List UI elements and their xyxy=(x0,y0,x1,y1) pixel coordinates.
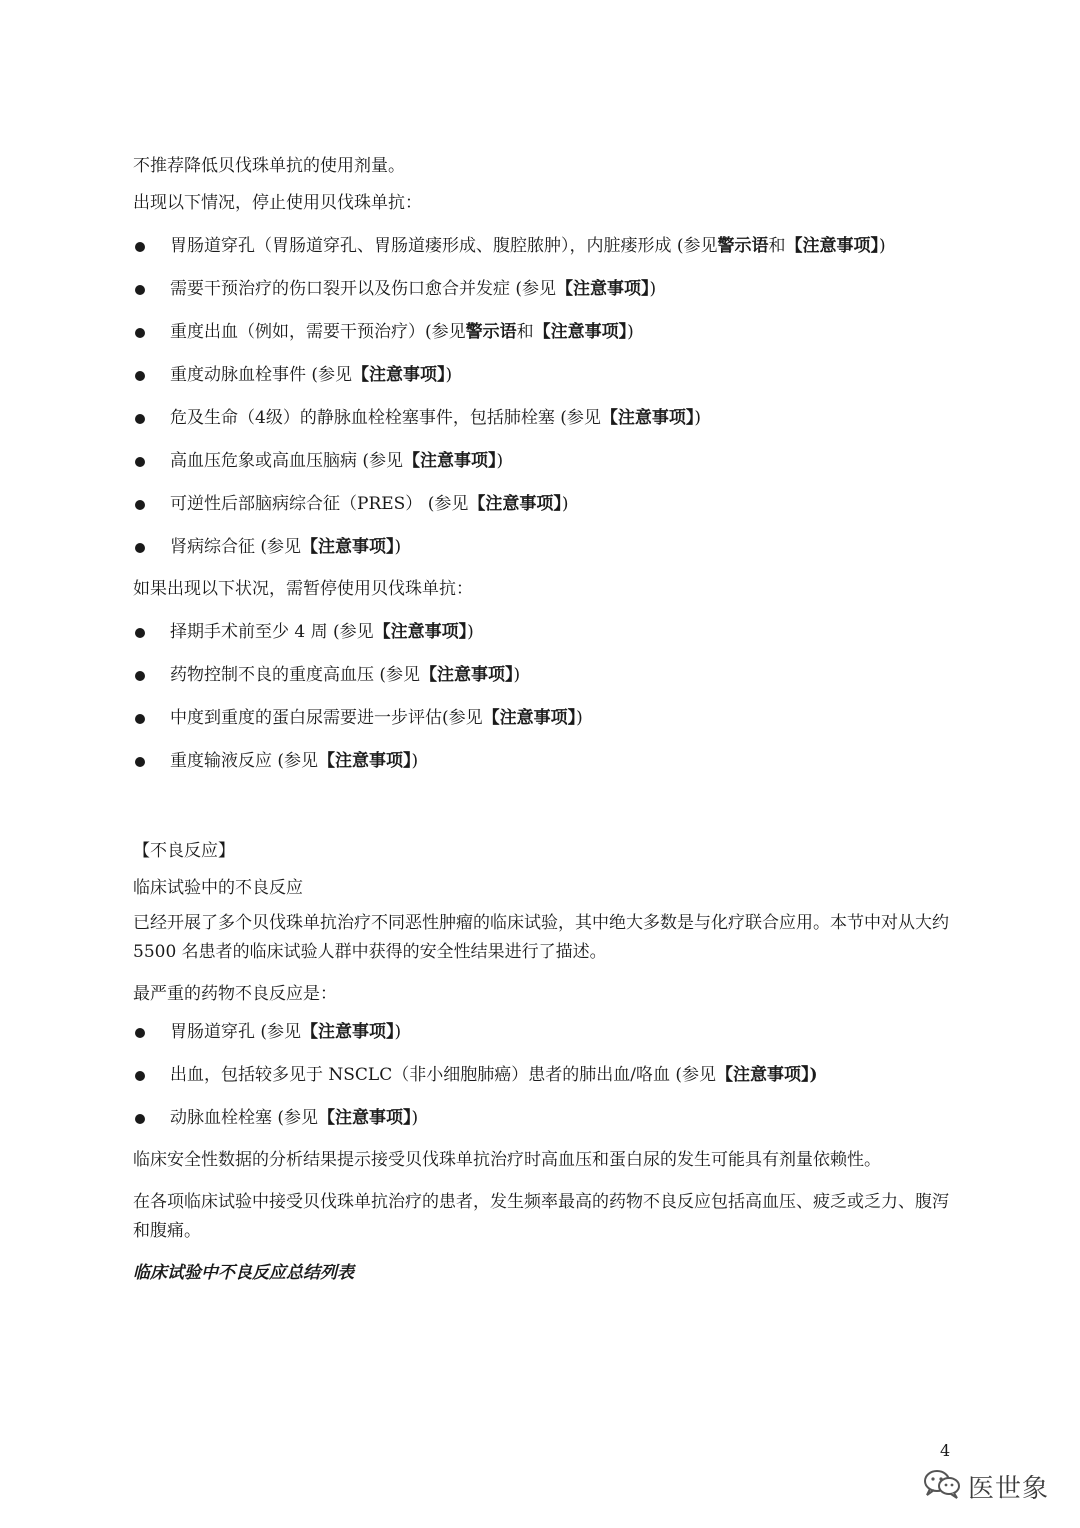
bullet-icon xyxy=(135,628,145,638)
intro-line-2: 出现以下情况，停止使用贝伐珠单抗： xyxy=(133,193,422,213)
list-item: 胃肠道穿孔 (参见【注意事项】) xyxy=(133,1017,953,1048)
bullet-icon xyxy=(135,1071,145,1081)
bullet-icon xyxy=(135,671,145,681)
serious-list xyxy=(133,1017,953,1134)
paragraph-common-reactions: 在各项临床试验中接受贝伐珠单抗治疗的患者，发生频率最高的药物不良反应包括高血压、疲乏或乏力、腹泻和腹痛。 xyxy=(133,1192,949,1241)
intro-line-1: 不推荐降低贝伐珠单抗的使用剂量。 xyxy=(133,156,405,176)
table-title: 临床试验中不良反应总结列表 xyxy=(133,1263,354,1283)
section-spacer xyxy=(133,789,953,837)
serious-intro: 最严重的药物不良反应是： xyxy=(133,984,337,1004)
bullet-icon xyxy=(135,371,145,381)
list-item: 危及生命（4级）的静脉血栓栓塞事件，包括肺栓塞 (参见【注意事项】) xyxy=(133,403,953,434)
list-item: 重度动脉血栓事件 (参见【注意事项】) xyxy=(133,360,953,391)
bullet-icon xyxy=(135,328,145,338)
bullet-icon xyxy=(135,285,145,295)
watermark xyxy=(922,1466,1049,1506)
paragraph-overview: 已经开展了多个贝伐珠单抗治疗不同恶性肿瘤的临床试验，其中绝大多数是与化疗联合应用。本节中对从大约 5500 名患者的临床试验人群中获得的安全性结果进行了描述。 xyxy=(133,913,949,962)
list-item: 动脉血栓栓塞 (参见【注意事项】) xyxy=(133,1103,953,1134)
stop-list xyxy=(133,231,953,563)
pause-intro: 如果出现以下状况，需暂停使用贝伐珠单抗： xyxy=(133,579,473,599)
bullet-icon xyxy=(135,1114,145,1124)
subsection-title: 临床试验中的不良反应 xyxy=(133,878,303,898)
list-item: 高血压危象或高血压脑病 (参见【注意事项】) xyxy=(133,446,953,477)
bullet-icon xyxy=(135,457,145,467)
bullet-icon xyxy=(135,543,145,553)
bullet-icon xyxy=(135,242,145,252)
list-item: 可逆性后部脑病综合征（PRES） (参见【注意事项】) xyxy=(133,489,953,520)
bullet-icon xyxy=(135,714,145,724)
document-body xyxy=(133,152,953,1288)
list-item: 出血，包括较多见于 NSCLC（非小细胞肺癌）患者的肺出血/咯血 (参见【注意事项】) xyxy=(133,1060,953,1091)
list-item: 药物控制不良的重度高血压 (参见【注意事项】) xyxy=(133,660,953,691)
page-number: 4 xyxy=(940,1441,951,1460)
list-item: 中度到重度的蛋白尿需要进一步评估(参见【注意事项】) xyxy=(133,703,953,734)
list-item: 胃肠道穿孔（胃肠道穿孔、胃肠道瘘形成、腹腔脓肿），内脏瘘形成 (参见警示语和【注意事项】) xyxy=(133,231,953,262)
list-item: 重度输液反应 (参见【注意事项】) xyxy=(133,746,953,777)
bullet-icon xyxy=(135,500,145,510)
pause-list xyxy=(133,617,953,777)
bullet-icon xyxy=(135,1028,145,1038)
list-item: 肾病综合征 (参见【注意事项】) xyxy=(133,532,953,563)
bullet-icon xyxy=(135,414,145,424)
list-item: 择期手术前至少 4 周 (参见【注意事项】) xyxy=(133,617,953,648)
paragraph-dose-dependency: 临床安全性数据的分析结果提示接受贝伐珠单抗治疗时高血压和蛋白尿的发生可能具有剂量依赖性。 xyxy=(133,1150,881,1170)
list-item: 重度出血（例如，需要干预治疗）(参见警示语和【注意事项】) xyxy=(133,317,953,348)
section-title: 【不良反应】 xyxy=(133,841,235,861)
list-item: 需要干预治疗的伤口裂开以及伤口愈合并发症 (参见【注意事项】) xyxy=(133,274,953,305)
watermark-text: 医世象 xyxy=(968,1473,1050,1504)
bullet-icon xyxy=(135,757,145,767)
wechat-icon xyxy=(922,1468,962,1504)
